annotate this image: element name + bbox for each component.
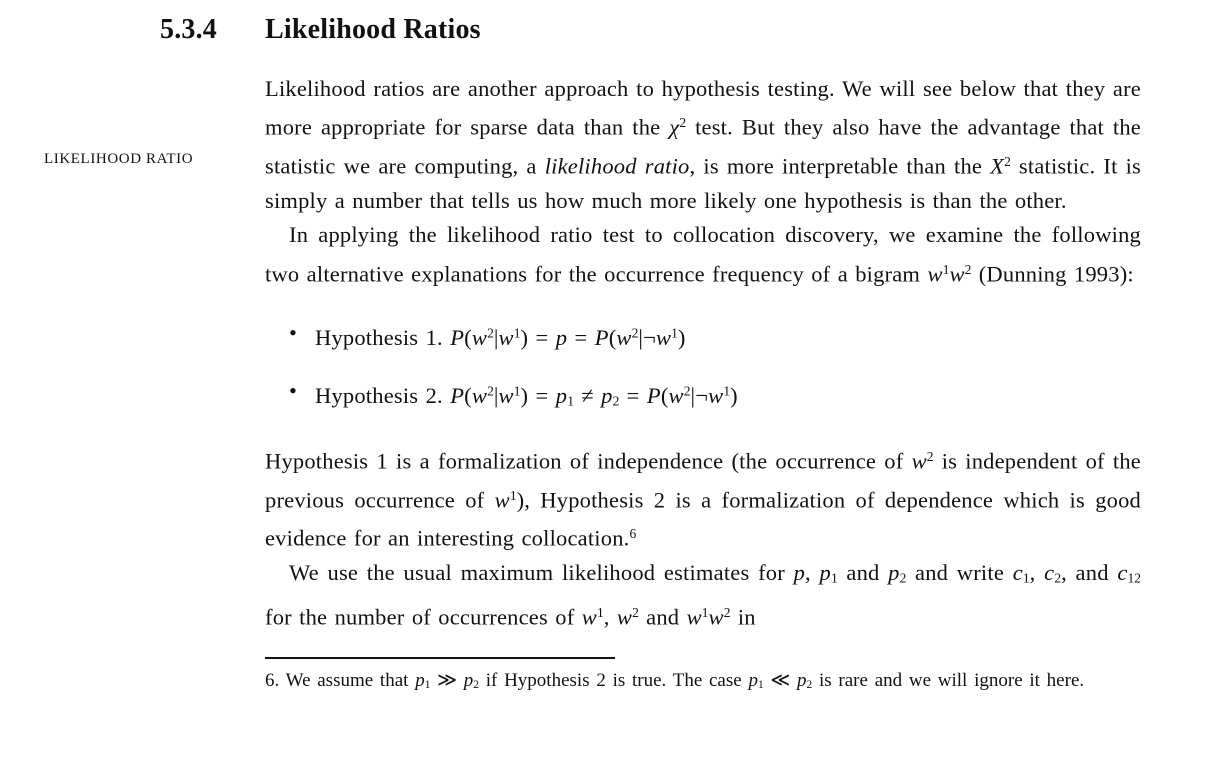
footnote-text: 6. We assume that p1 ≫ p2 if Hypothesis 2 is true. The case p1 ≪ p2 is rare and we will ignore it here. [265,670,1085,692]
body-text-column [265,72,1141,635]
hypothesis-1-text: Hypothesis 1. $P(w^2|w^1) = p$ = $P(w^2|\neg w^1)$ [315,325,686,351]
bullet-icon: • [289,319,298,345]
section-heading [160,14,481,46]
footnote-rule [265,657,615,659]
paragraph-3: Hypothesis 1 is a formalization of independence (the occurrence of $w^2$ is independent of the previous occurrence of $w^1$), Hypothesis 2 is a formalization of dependence which is good evidence for an interesting collocation.$^6$ [265,448,1141,551]
section-title: Likelihood Ratios [265,14,481,45]
margin-note: LIKELIHOOD RATIO [44,151,194,167]
paragraph-4: We use the usual maximum likelihood estimates for p, p1 and p2 and write c1, c2, and c12 for the number of occurrences of $w^1$, $w^2$ and $w^1w^2$ in [265,560,1141,630]
footnote-block [265,657,1141,700]
hypothesis-list [265,317,1141,419]
section-number: 5.3.4 [160,14,217,45]
hypothesis-2-item [289,375,1141,419]
hypothesis-1-item [289,317,1141,356]
bullet-icon: • [289,377,298,403]
paragraph-2: In applying the likelihood ratio test to collocation discovery, we examine the following two alternative explanations for the occurrence frequency of a bigram $w^1w^2$ (Dunning 1993): [265,222,1141,287]
paragraph-1: Likelihood ratios are another approach to hypothesis testing. We will see below that they are more appropriate for sparse data than the $\chi^2$ test. But they also have the advantage that the statistic we are computing, a likelihood ratio, is more interpretable than the $X^2$ statistic. It is simply a number that tells us how much more likely one hypothesis is than the other. [265,76,1142,214]
hypothesis-2-text: Hypothesis 2. $P(w^2|w^1) = p1 \ne p2$ = $P(w^2|\neg w^1)$ [315,382,738,409]
